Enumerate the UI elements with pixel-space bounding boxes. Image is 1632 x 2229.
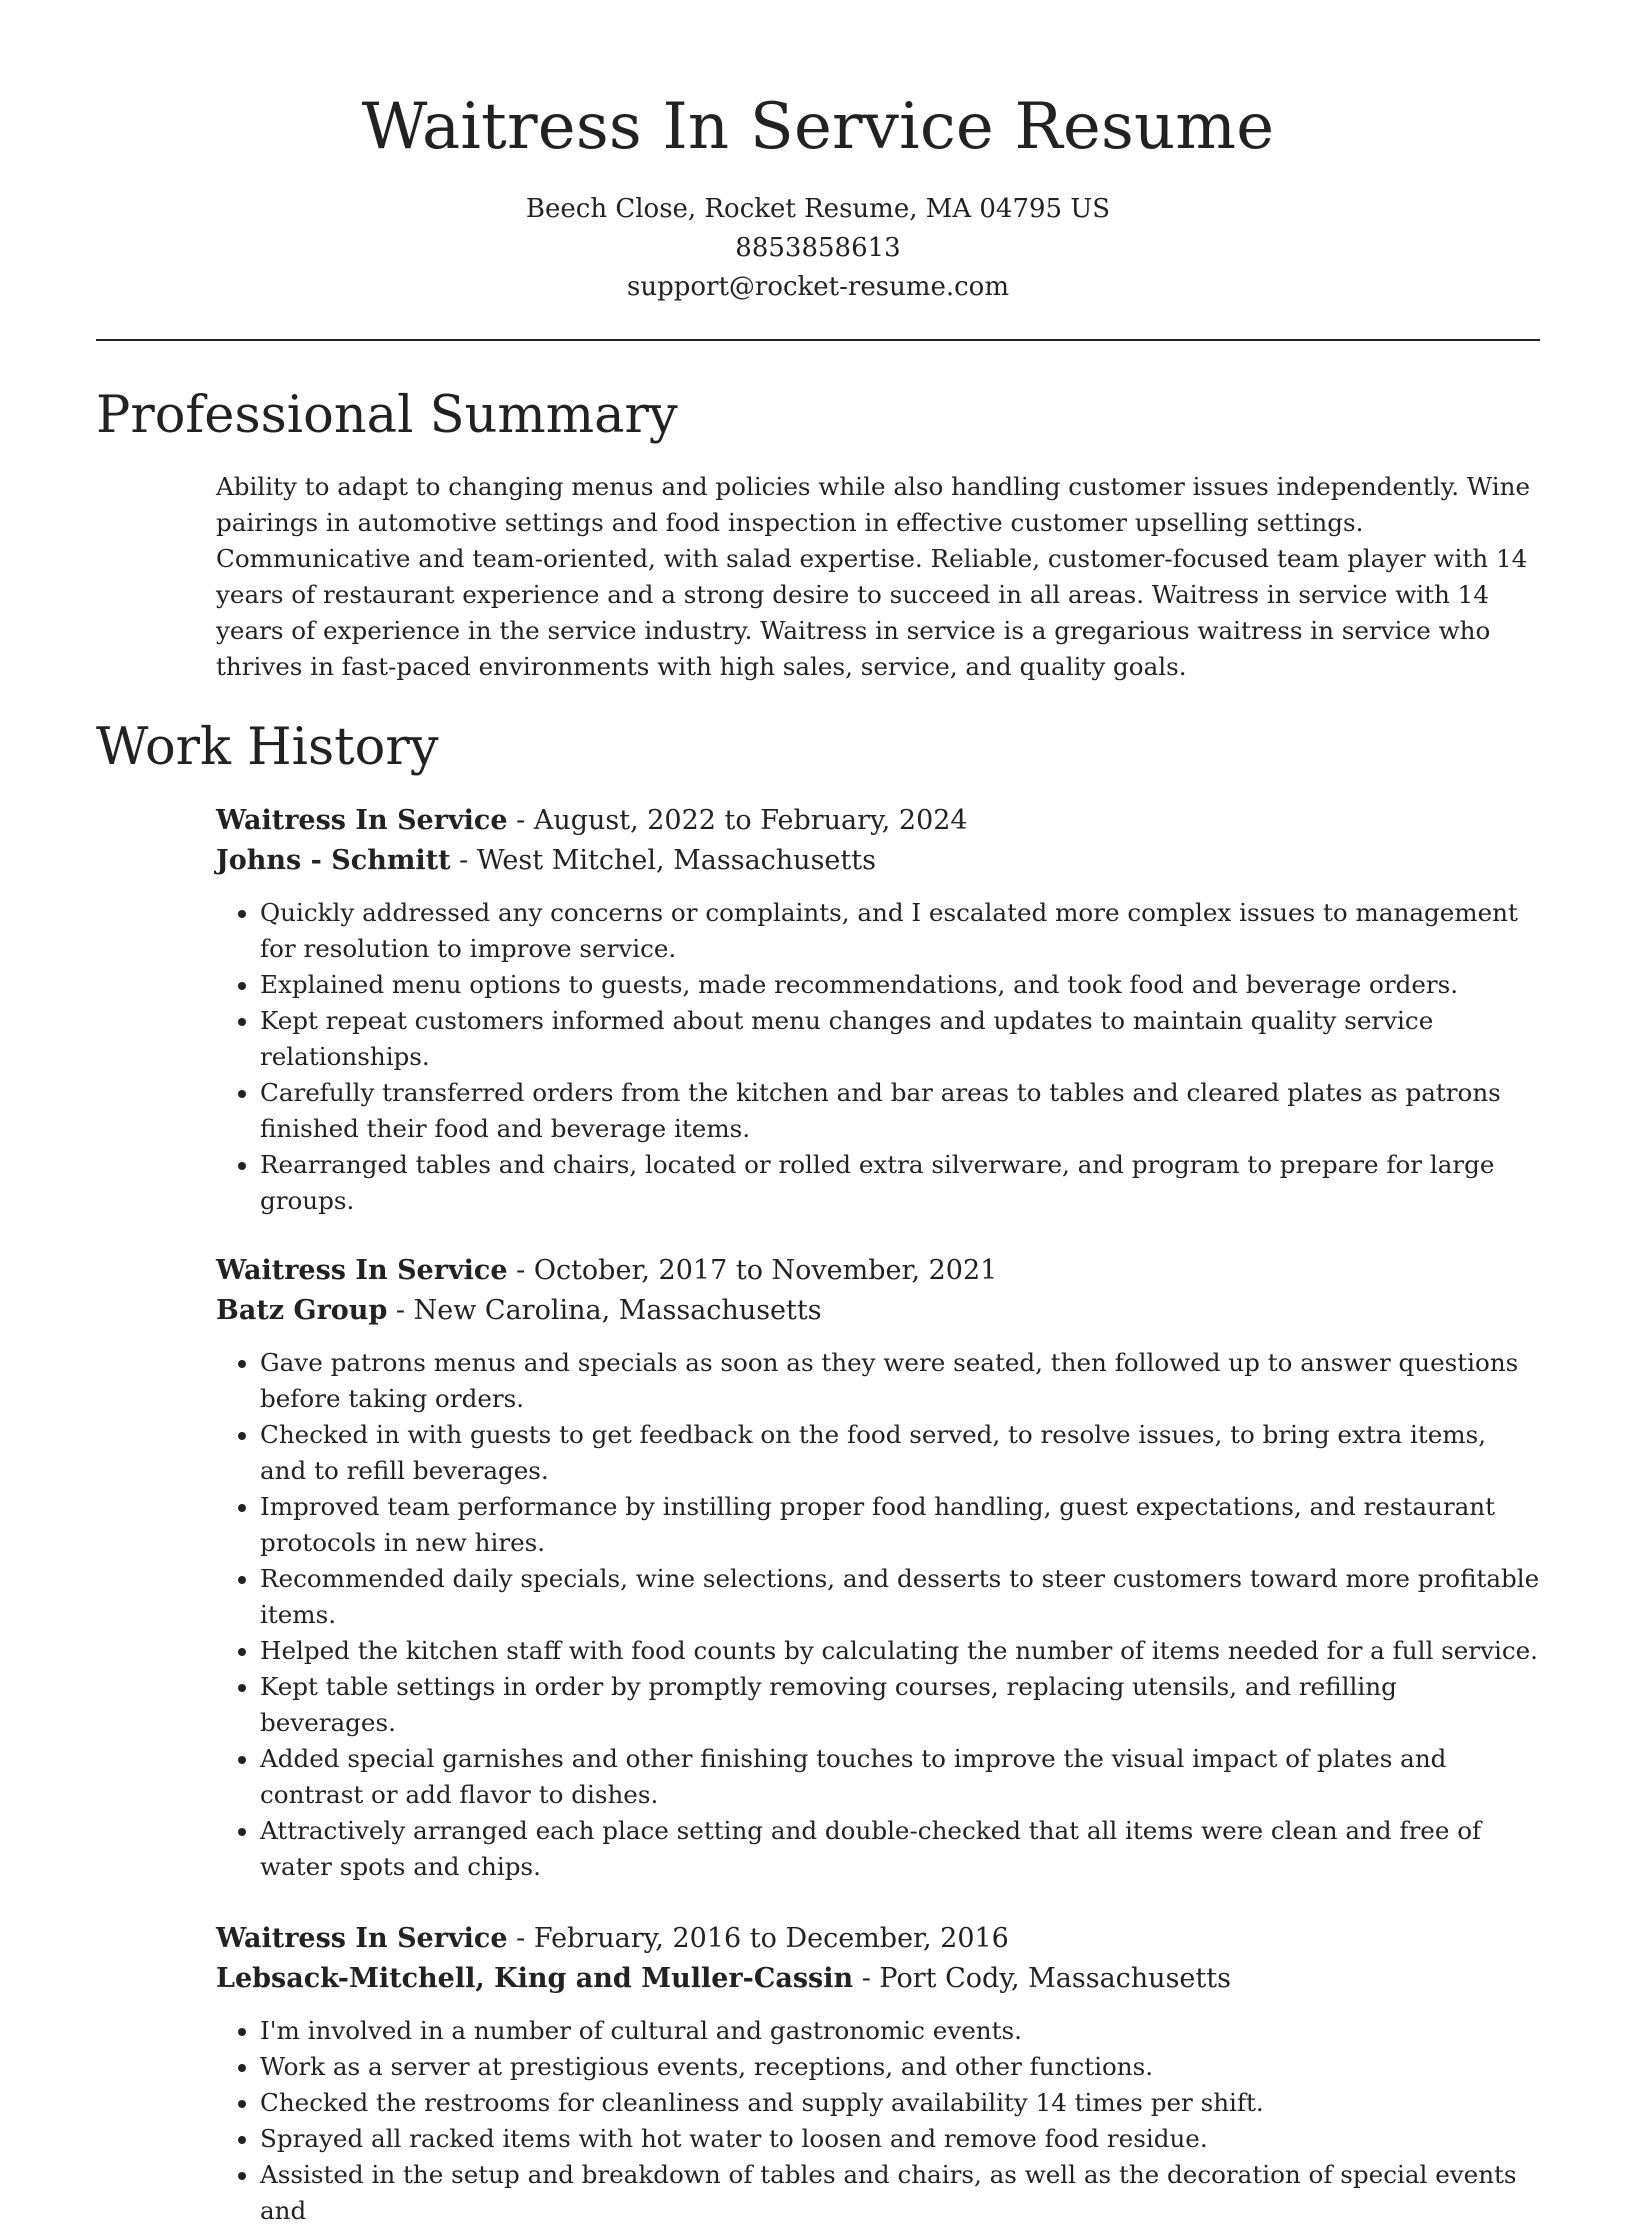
job-duty: • Carefully transferred orders from the kitchen and bar areas to tables and cleared plates as patrons finished their food and beverage items. — [260, 1075, 1540, 1147]
job-duty: • Added special garnishes and other finishing touches to improve the visual impact of plates and contrast or add flavor to dishes. — [260, 1741, 1540, 1813]
job-title-line — [216, 801, 1540, 841]
job-company: Lebsack-Mitchell, King and Muller-Cassin — [216, 1963, 854, 1994]
job-duties-list — [216, 1345, 1540, 1885]
job-title: Waitress In Service — [216, 1923, 508, 1954]
job-entry — [216, 1919, 1540, 2229]
job-duties-list — [216, 2013, 1540, 2229]
work-history-heading: Work History — [96, 718, 439, 777]
job-location: - West Mitchel, Massachusetts — [450, 845, 876, 876]
job-duty: • Improved team performance by instilling proper food handling, guest expectations, and restaurant protocols in new hires. — [260, 1489, 1540, 1561]
job-duty: • Kept repeat customers informed about menu changes and updates to maintain quality service relationships. — [260, 1003, 1540, 1075]
job-duty: • Helped the kitchen staff with food counts by calculating the number of items needed for a full service. — [260, 1633, 1540, 1669]
contact-phone: 8853858613 — [735, 233, 901, 263]
job-duty: • Quickly addressed any concerns or complaints, and I escalated more complex issues to management for resolution to improve service. — [260, 895, 1540, 967]
job-duty: • Recommended daily specials, wine selections, and desserts to steer customers toward more profitable items. — [260, 1561, 1540, 1633]
job-company-line — [216, 1291, 1540, 1331]
job-location: - New Carolina, Massachusetts — [387, 1295, 822, 1326]
job-company: Johns - Schmitt — [216, 845, 451, 876]
job-duty: • Assisted in the setup and breakdown of tables and chairs, as well as the decoration of special events and — [260, 2157, 1540, 2229]
resume-header — [96, 0, 1540, 307]
job-duty: • Work as a server at prestigious events, receptions, and other functions. — [260, 2049, 1540, 2085]
job-dates: - August, 2022 to February, 2024 — [507, 805, 968, 836]
job-title-line — [216, 1919, 1540, 1959]
job-title-line — [216, 1251, 1540, 1291]
job-duty: • Kept table settings in order by promptly removing courses, replacing utensils, and refilling beverages. — [260, 1669, 1540, 1741]
job-company-line — [216, 1959, 1540, 1999]
job-duty: • Checked the restrooms for cleanliness and supply availability 14 times per shift. — [260, 2085, 1540, 2121]
job-duty: • Attractively arranged each place setting and double-checked that all items were clean and free of water spots and chips. — [260, 1813, 1540, 1885]
job-duty: • Gave patrons menus and specials as soon as they were seated, then followed up to answer questions before taking orders. — [260, 1345, 1540, 1417]
job-duty: • Sprayed all racked items with hot water to loosen and remove food residue. — [260, 2121, 1540, 2157]
resume-page — [96, 0, 1540, 2229]
summary-text: Ability to adapt to changing menus and policies while also handling customer issues independently. Wine pairings in automotive settings and food inspection in effective customer upselling settings. Communicative and team-oriented, with salad expertise. Reliable, customer-focused team player with 14 years of restaurant experience and a strong desire to succeed in all areas. Waitress in service with 14 years of experience in the service industry. Waitress in service is a gregarious waitress in service who thrives in fast-paced environments with high sales, service, and quality goals. — [216, 472, 1531, 681]
job-duties-list — [216, 895, 1540, 1219]
resume-title: Waitress In Service Resume — [361, 90, 1275, 164]
job-location: - Port Cody, Massachusetts — [853, 1963, 1231, 1994]
job-title: Waitress In Service — [216, 1255, 508, 1286]
job-entry — [216, 801, 1540, 1219]
job-dates: - October, 2017 to November, 2021 — [507, 1255, 998, 1286]
header-divider — [96, 339, 1540, 341]
job-dates: - February, 2016 to December, 2016 — [507, 1923, 1009, 1954]
job-title: Waitress In Service — [216, 805, 508, 836]
job-company-line — [216, 841, 1540, 881]
job-duty: • Explained menu options to guests, made recommendations, and took food and beverage orders. — [260, 967, 1540, 1003]
job-duty: • Rearranged tables and chairs, located or rolled extra silverware, and program to prepare for large groups. — [260, 1147, 1540, 1219]
summary-heading: Professional Summary — [96, 386, 678, 445]
contact-email: support@rocket-resume.com — [626, 272, 1009, 302]
contact-info — [96, 190, 1540, 307]
job-duty: • I'm involved in a number of cultural and gastronomic events. — [260, 2013, 1540, 2049]
job-entry — [216, 1251, 1540, 1885]
contact-address: Beech Close, Rocket Resume, MA 04795 US — [525, 194, 1111, 224]
job-company: Batz Group — [216, 1295, 388, 1326]
job-duty: • Checked in with guests to get feedback on the food served, to resolve issues, to bring extra items, and to refill beverages. — [260, 1417, 1540, 1489]
